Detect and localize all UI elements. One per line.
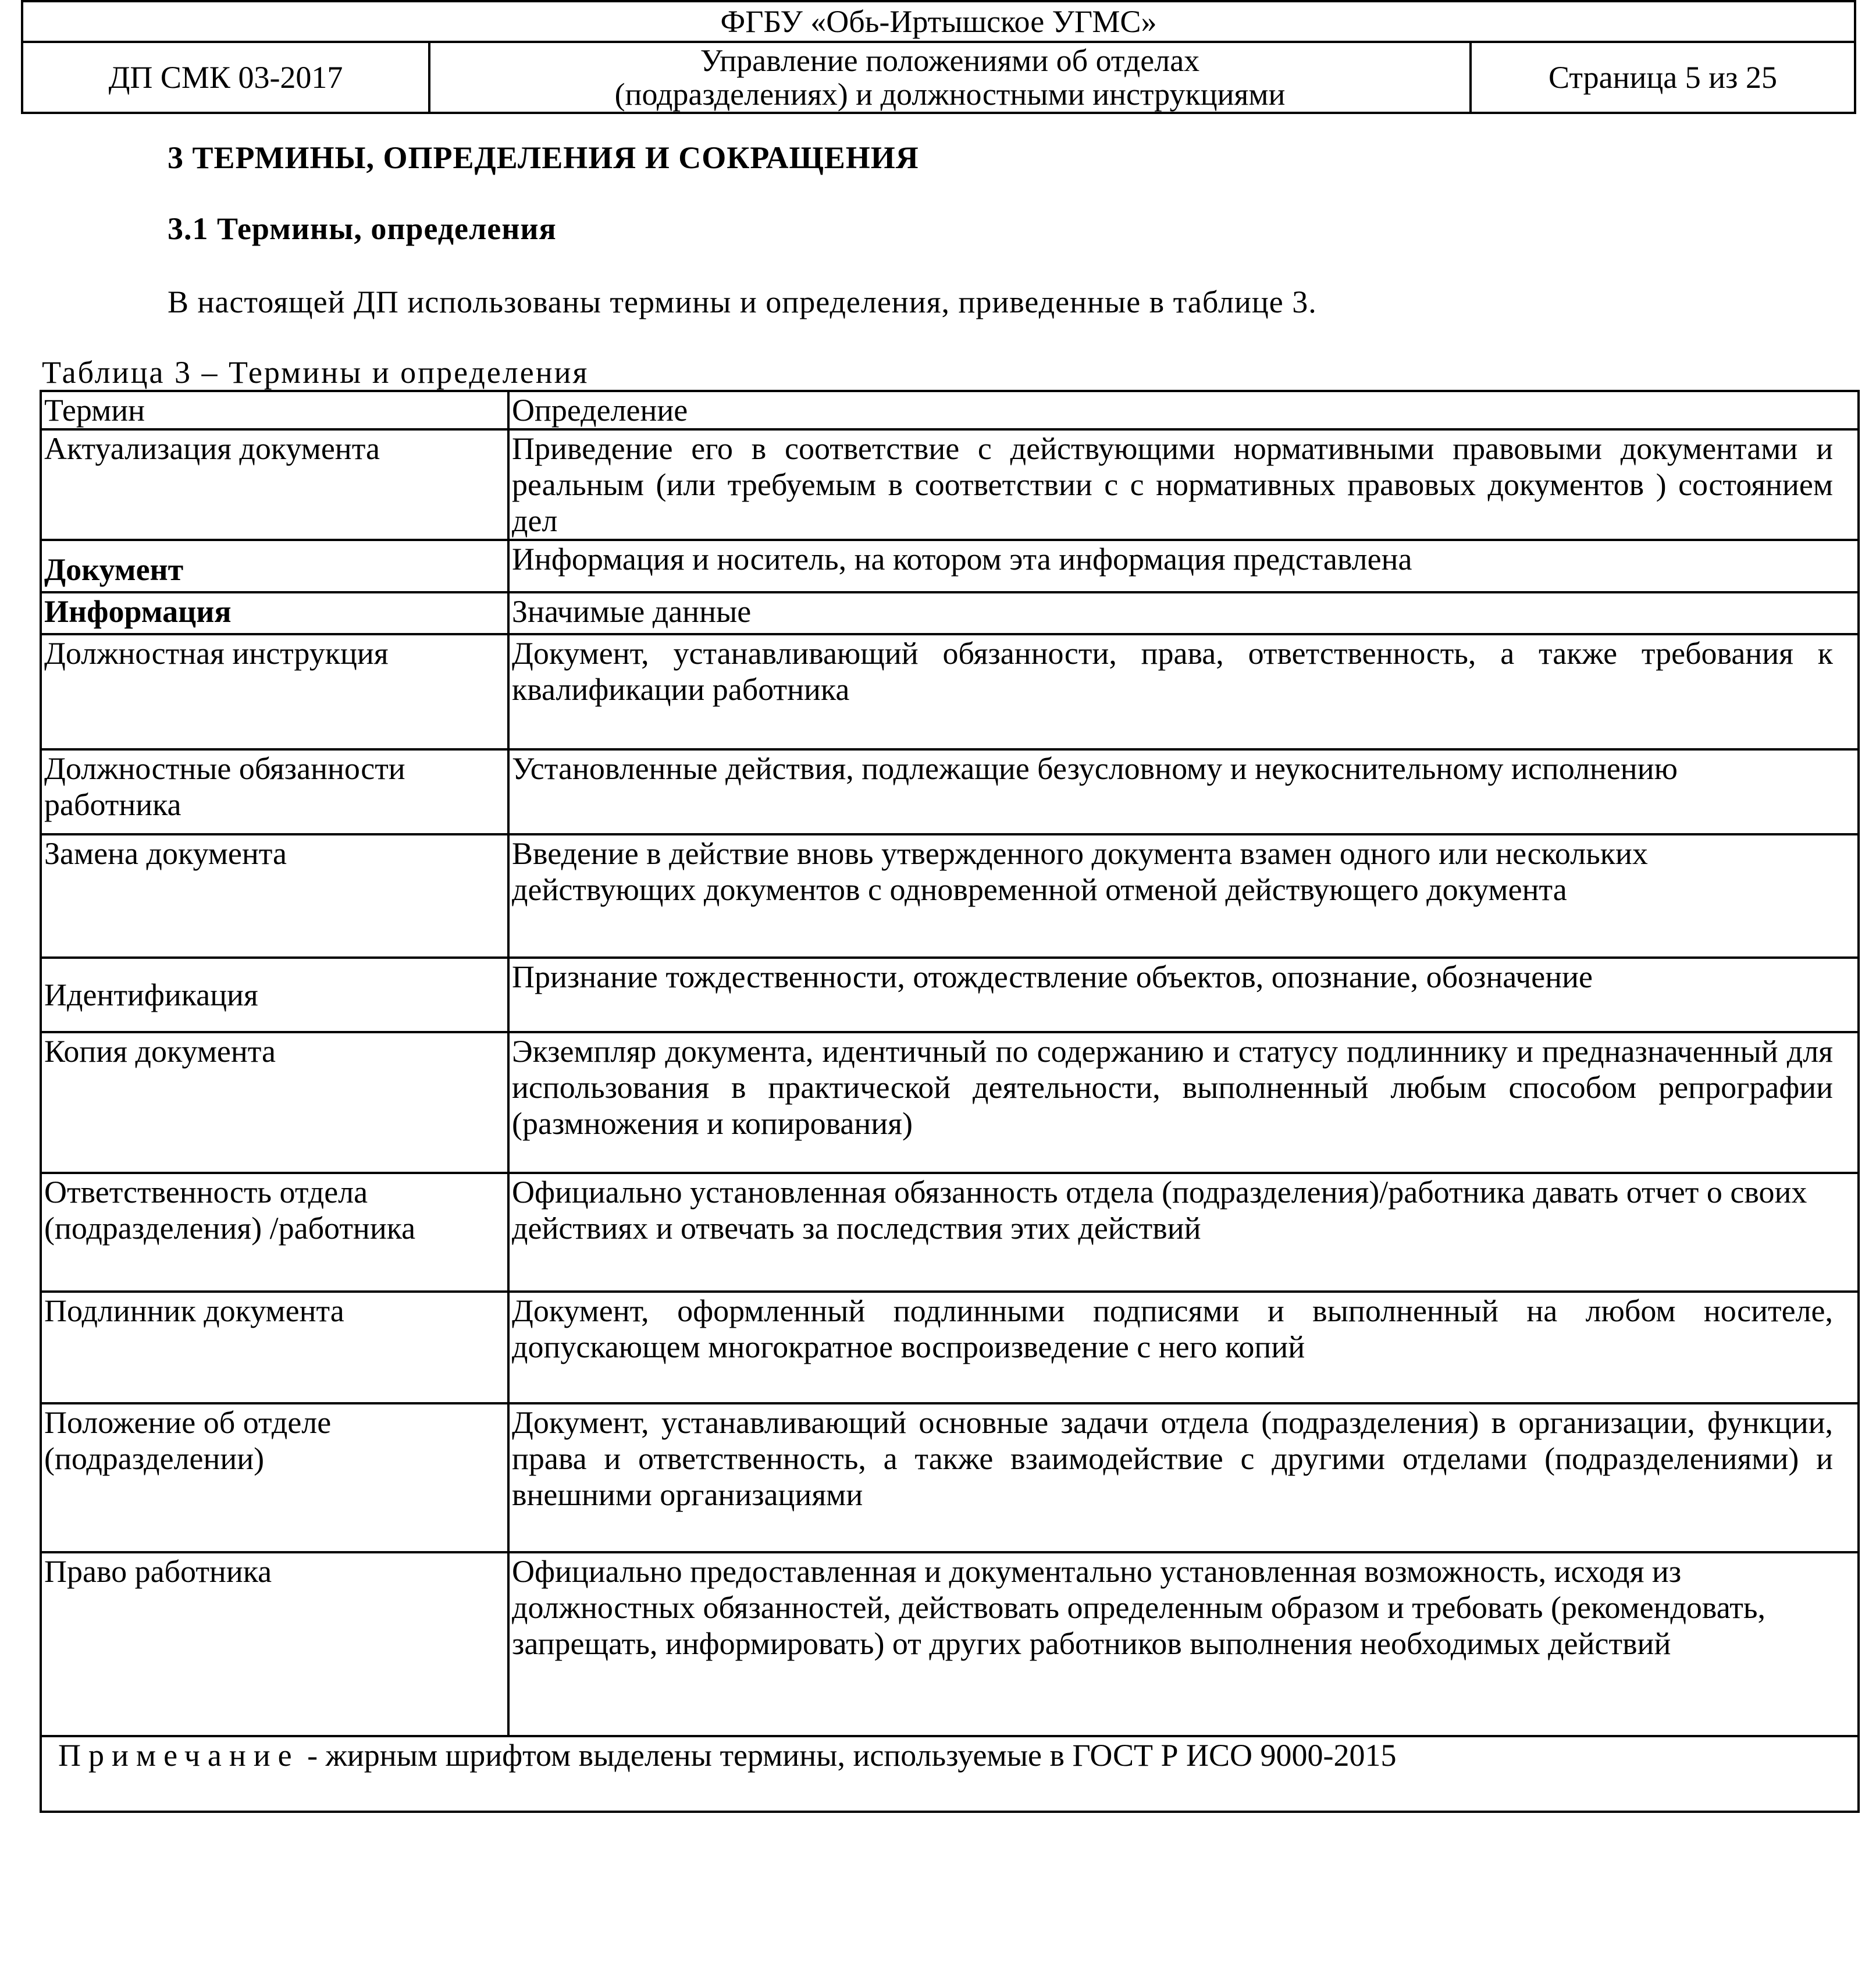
table-header-row: [41, 391, 1859, 429]
table-row: [41, 429, 1859, 540]
section-title: 3 ТЕРМИНЫ, ОПРЕДЕЛЕНИЯ И СОКРАЩЕНИЯ: [168, 140, 919, 175]
definition-cell: Официально предоставленная и документально установленная возможность, исходя из должностных обязанностей, действовать определенным образом и требовать (рекомендовать, запрещать, информировать) от других работников выполнения необходимых действий: [508, 1552, 1859, 1736]
column-header-definition: Определение: [508, 391, 1859, 429]
definition-cell: Документ, устанавливающий обязанности, права, ответственность, а также требования к квалификации работника: [508, 634, 1859, 749]
term-cell: Замена документа: [41, 834, 508, 958]
term-cell: Идентификация: [41, 958, 508, 1032]
term-cell: Должностные обязанности работника: [41, 749, 508, 834]
table-row: [41, 592, 1859, 634]
definition-cell: Информация и носитель, на котором эта информация представлена: [508, 540, 1859, 592]
definition-cell: Документ, оформленный подлинными подписями и выполненный на любом носителе, допускающем многократное воспроизведение с него копий: [508, 1292, 1859, 1403]
definition-cell: Экземпляр документа, идентичный по содержанию и статусу подлиннику и предназначенный для использования в практической деятельности, выполненный любым способом репрографии (размножения и копирования): [508, 1032, 1859, 1173]
term-cell: Право работника: [41, 1552, 508, 1736]
definition-cell: Признание тождественности, отождествление объектов, опознание, обозначение: [508, 958, 1859, 1032]
term-cell: Копия документа: [41, 1032, 508, 1173]
term-cell: Информация: [41, 592, 508, 634]
definition-cell: Официально установленная обязанность отдела (подразделения)/работника давать отчет о своих действиях и отвечать за последствия этих действий: [508, 1173, 1859, 1292]
table-row: [41, 540, 1859, 592]
document-title-line-1: Управление положениями об отделах: [700, 43, 1200, 78]
table-row: [41, 834, 1859, 958]
term-cell: Документ: [41, 540, 508, 592]
definition-cell: Документ, устанавливающий основные задачи отдела (подразделения) в организации, функции, права и ответственность, а также взаимодействие с другими отделами (подразделениями) и внешними организациями: [508, 1403, 1859, 1552]
table-note: [41, 1736, 1859, 1812]
terms-table: [40, 390, 1860, 1813]
organization-name: ФГБУ «Обь-Иртышское УГМС»: [23, 2, 1854, 43]
definition-cell: Введение в действие вновь утвержденного документа взамен одного или нескольких действующих документов с одновременной отменой действующего документа: [508, 834, 1859, 958]
table-row: [41, 749, 1859, 834]
definition-cell: Значимые данные: [508, 592, 1859, 634]
table-row: [41, 1403, 1859, 1552]
table-row: [41, 1032, 1859, 1173]
table-row: [41, 1292, 1859, 1403]
table-row: [41, 958, 1859, 1032]
term-cell: Ответственность отдела (подразделения) /работника: [41, 1173, 508, 1292]
document-title: [430, 43, 1472, 112]
page-number: Страница 5 из 25: [1548, 60, 1777, 95]
intro-paragraph: В настоящей ДП использованы термины и определения, приведенные в таблице 3.: [168, 285, 1317, 319]
term-cell: Подлинник документа: [41, 1292, 508, 1403]
term-cell: Должностная инструкция: [41, 634, 508, 749]
table-row: [41, 1552, 1859, 1736]
definition-cell: Приведение его в соответствие с действующими нормативными правовыми документами и реальным (или требуемым в соответствии с с нормативных правовых документов ) состоянием дел: [508, 429, 1859, 540]
note-text: - жирным шрифтом выделены термины, используемые в ГОСТ Р ИСО 9000-2015: [299, 1738, 1397, 1773]
table-caption: Таблица 3 – Термины и определения: [42, 355, 589, 390]
note-label: Примечание: [58, 1738, 300, 1773]
subsection-title: 3.1 Термины, определения: [168, 211, 557, 246]
document-code: ДП СМК 03-2017: [23, 43, 430, 112]
table-note-row: [41, 1736, 1859, 1812]
document-title-line-2: (подразделениях) и должностными инструкциями: [614, 77, 1286, 112]
column-header-term: Термин: [41, 391, 508, 429]
table-row: [41, 1173, 1859, 1292]
definition-cell: Установленные действия, подлежащие безусловному и неукоснительному исполнению: [508, 749, 1859, 834]
table-row: [41, 634, 1859, 749]
document-header: [21, 0, 1856, 114]
document-meta-row: [23, 43, 1854, 112]
term-cell: Актуализация документа: [41, 429, 508, 540]
term-cell: Положение об отделе (подразделении): [41, 1403, 508, 1552]
